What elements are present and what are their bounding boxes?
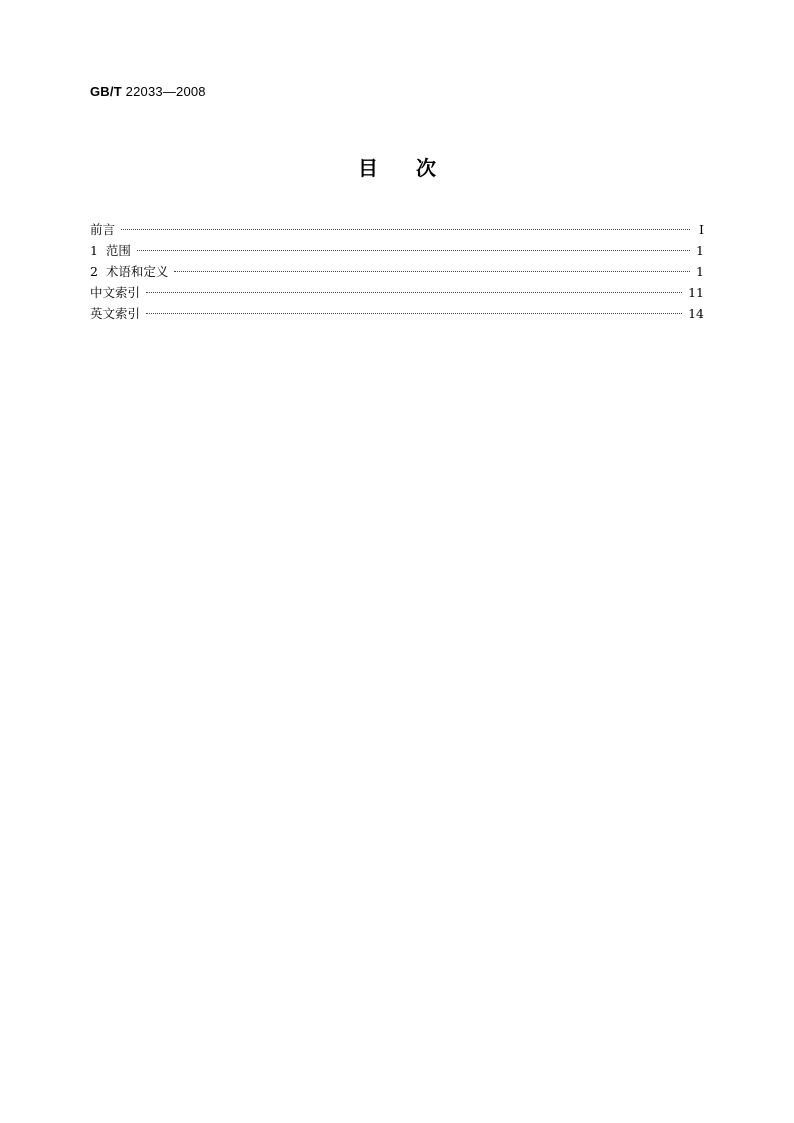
toc-entry-label: 2 术语和定义 (90, 264, 169, 279)
toc-entry-page: 14 (688, 306, 704, 321)
toc-entry[interactable] (90, 240, 704, 261)
page-title: 目次 (358, 156, 474, 180)
toc-entry-page: I (699, 222, 704, 237)
toc-entry-label: 1 范围 (90, 243, 131, 258)
toc-entry[interactable] (90, 219, 704, 240)
toc-entry-page: 1 (696, 264, 704, 279)
toc-entry-page: 1 (696, 243, 704, 258)
standard-code-prefix: GB/T (90, 84, 122, 99)
toc-entry-label: 中文索引 (90, 285, 141, 300)
table-of-contents (90, 219, 704, 324)
toc-entry-label: 英文索引 (90, 306, 141, 321)
toc-leader-dots (146, 291, 682, 293)
toc-leader-dots (121, 228, 690, 230)
toc-entry-page: 11 (688, 285, 704, 300)
toc-entry[interactable] (90, 261, 704, 282)
toc-leader-dots (137, 249, 690, 251)
standard-code (90, 84, 206, 99)
toc-entry-label: 前言 (90, 222, 116, 237)
toc-entry[interactable] (90, 282, 704, 303)
toc-entry[interactable] (90, 303, 704, 324)
toc-leader-dots (146, 312, 682, 314)
toc-leader-dots (174, 270, 690, 272)
standard-number: 22033—2008 (125, 84, 206, 99)
